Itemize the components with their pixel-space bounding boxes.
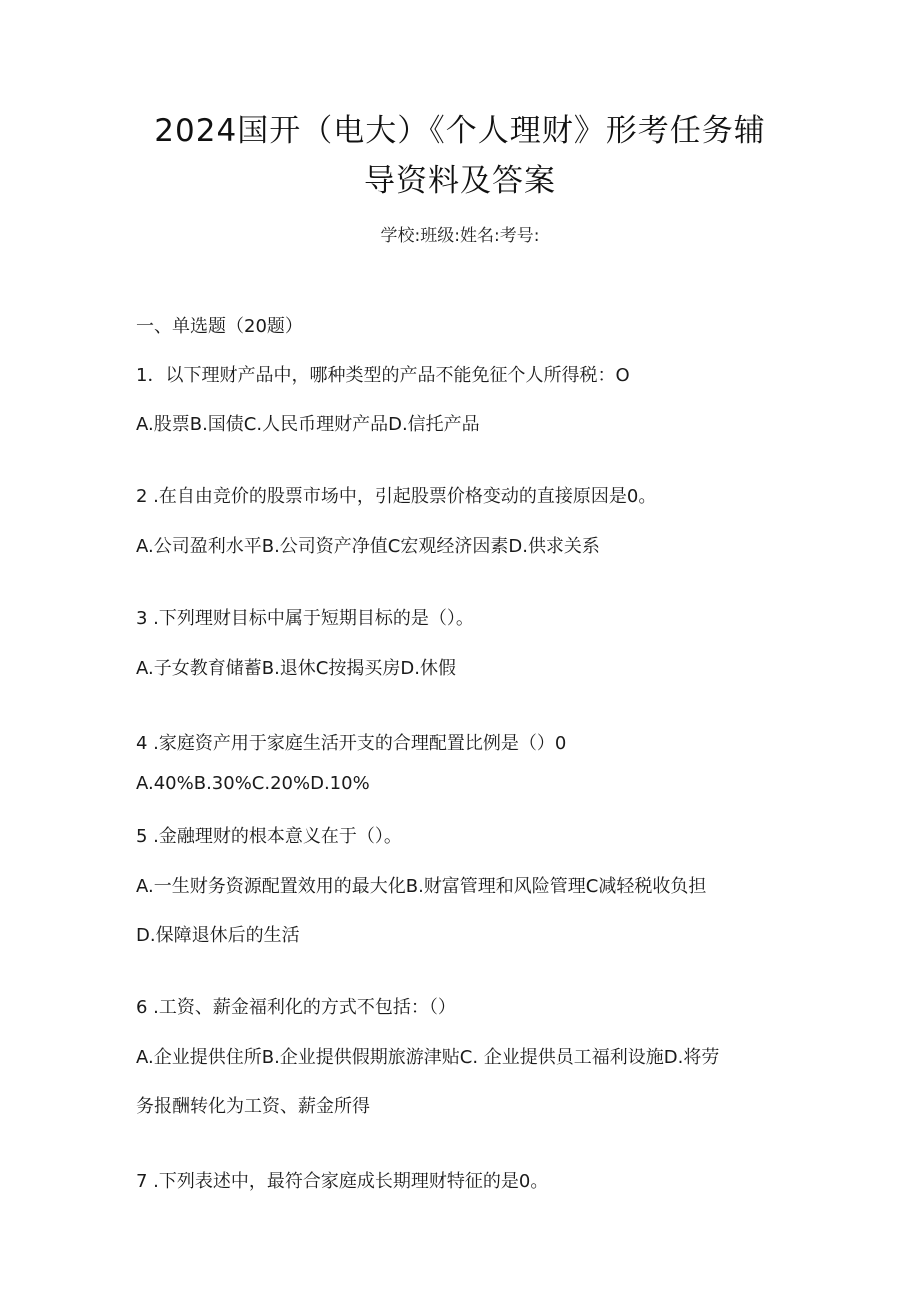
section-heading: 一、单选题（20题） [136,316,303,337]
question-6-options-line-1: A.企业提供住所B.企业提供假期旅游津贴C. 企业提供员工福利设施D.将劳 [136,1047,720,1068]
question-5-options-line-2: D.保障退休后的生活 [136,925,300,946]
question-4-options: A.40%B.30%C.20%D.10% [136,773,370,794]
question-4-stem: 4 .家庭资产用于家庭生活开支的合理配置比例是（）0 [136,733,567,754]
question-6-stem: 6 .工资、薪金福利化的方式不包括：（） [136,997,456,1018]
question-7-stem: 7 .下列表述中，最符合家庭成长期理财特征的是0。 [136,1171,549,1192]
document-title-line-2: 导资料及答案 [364,163,556,199]
question-5-stem: 5 .金融理财的根本意义在于（）。 [136,826,402,847]
question-5-options-line-1: A.一生财务资源配置效用的最大化B.财富管理和风险管理C减轻税收负担 [136,876,707,897]
question-3-options: A.子女教育储蓄B.退休C按揭买房D.休假 [136,658,456,679]
question-6-options-line-2: 务报酬转化为工资、薪金所得 [136,1096,370,1117]
question-2-stem: 2 .在自由竞价的股票市场中，引起股票价格变动的直接原因是0。 [136,486,657,507]
question-2-options: A.公司盈利水平B.公司资产净值C宏观经济因素D.供求关系 [136,536,600,557]
question-1-stem: 1．以下理财产品中，哪种类型的产品不能免征个人所得税：O [136,365,630,386]
question-1-options: A.股票B.国债C.人民币理财产品D.信托产品 [136,414,480,435]
student-info-line: 学校:班级:姓名:考号: [380,226,540,246]
question-3-stem: 3 .下列理财目标中属于短期目标的是（）。 [136,608,474,629]
document-title-line-1: 2024国开（电大）《个人理财》形考任务辅 [154,113,766,149]
